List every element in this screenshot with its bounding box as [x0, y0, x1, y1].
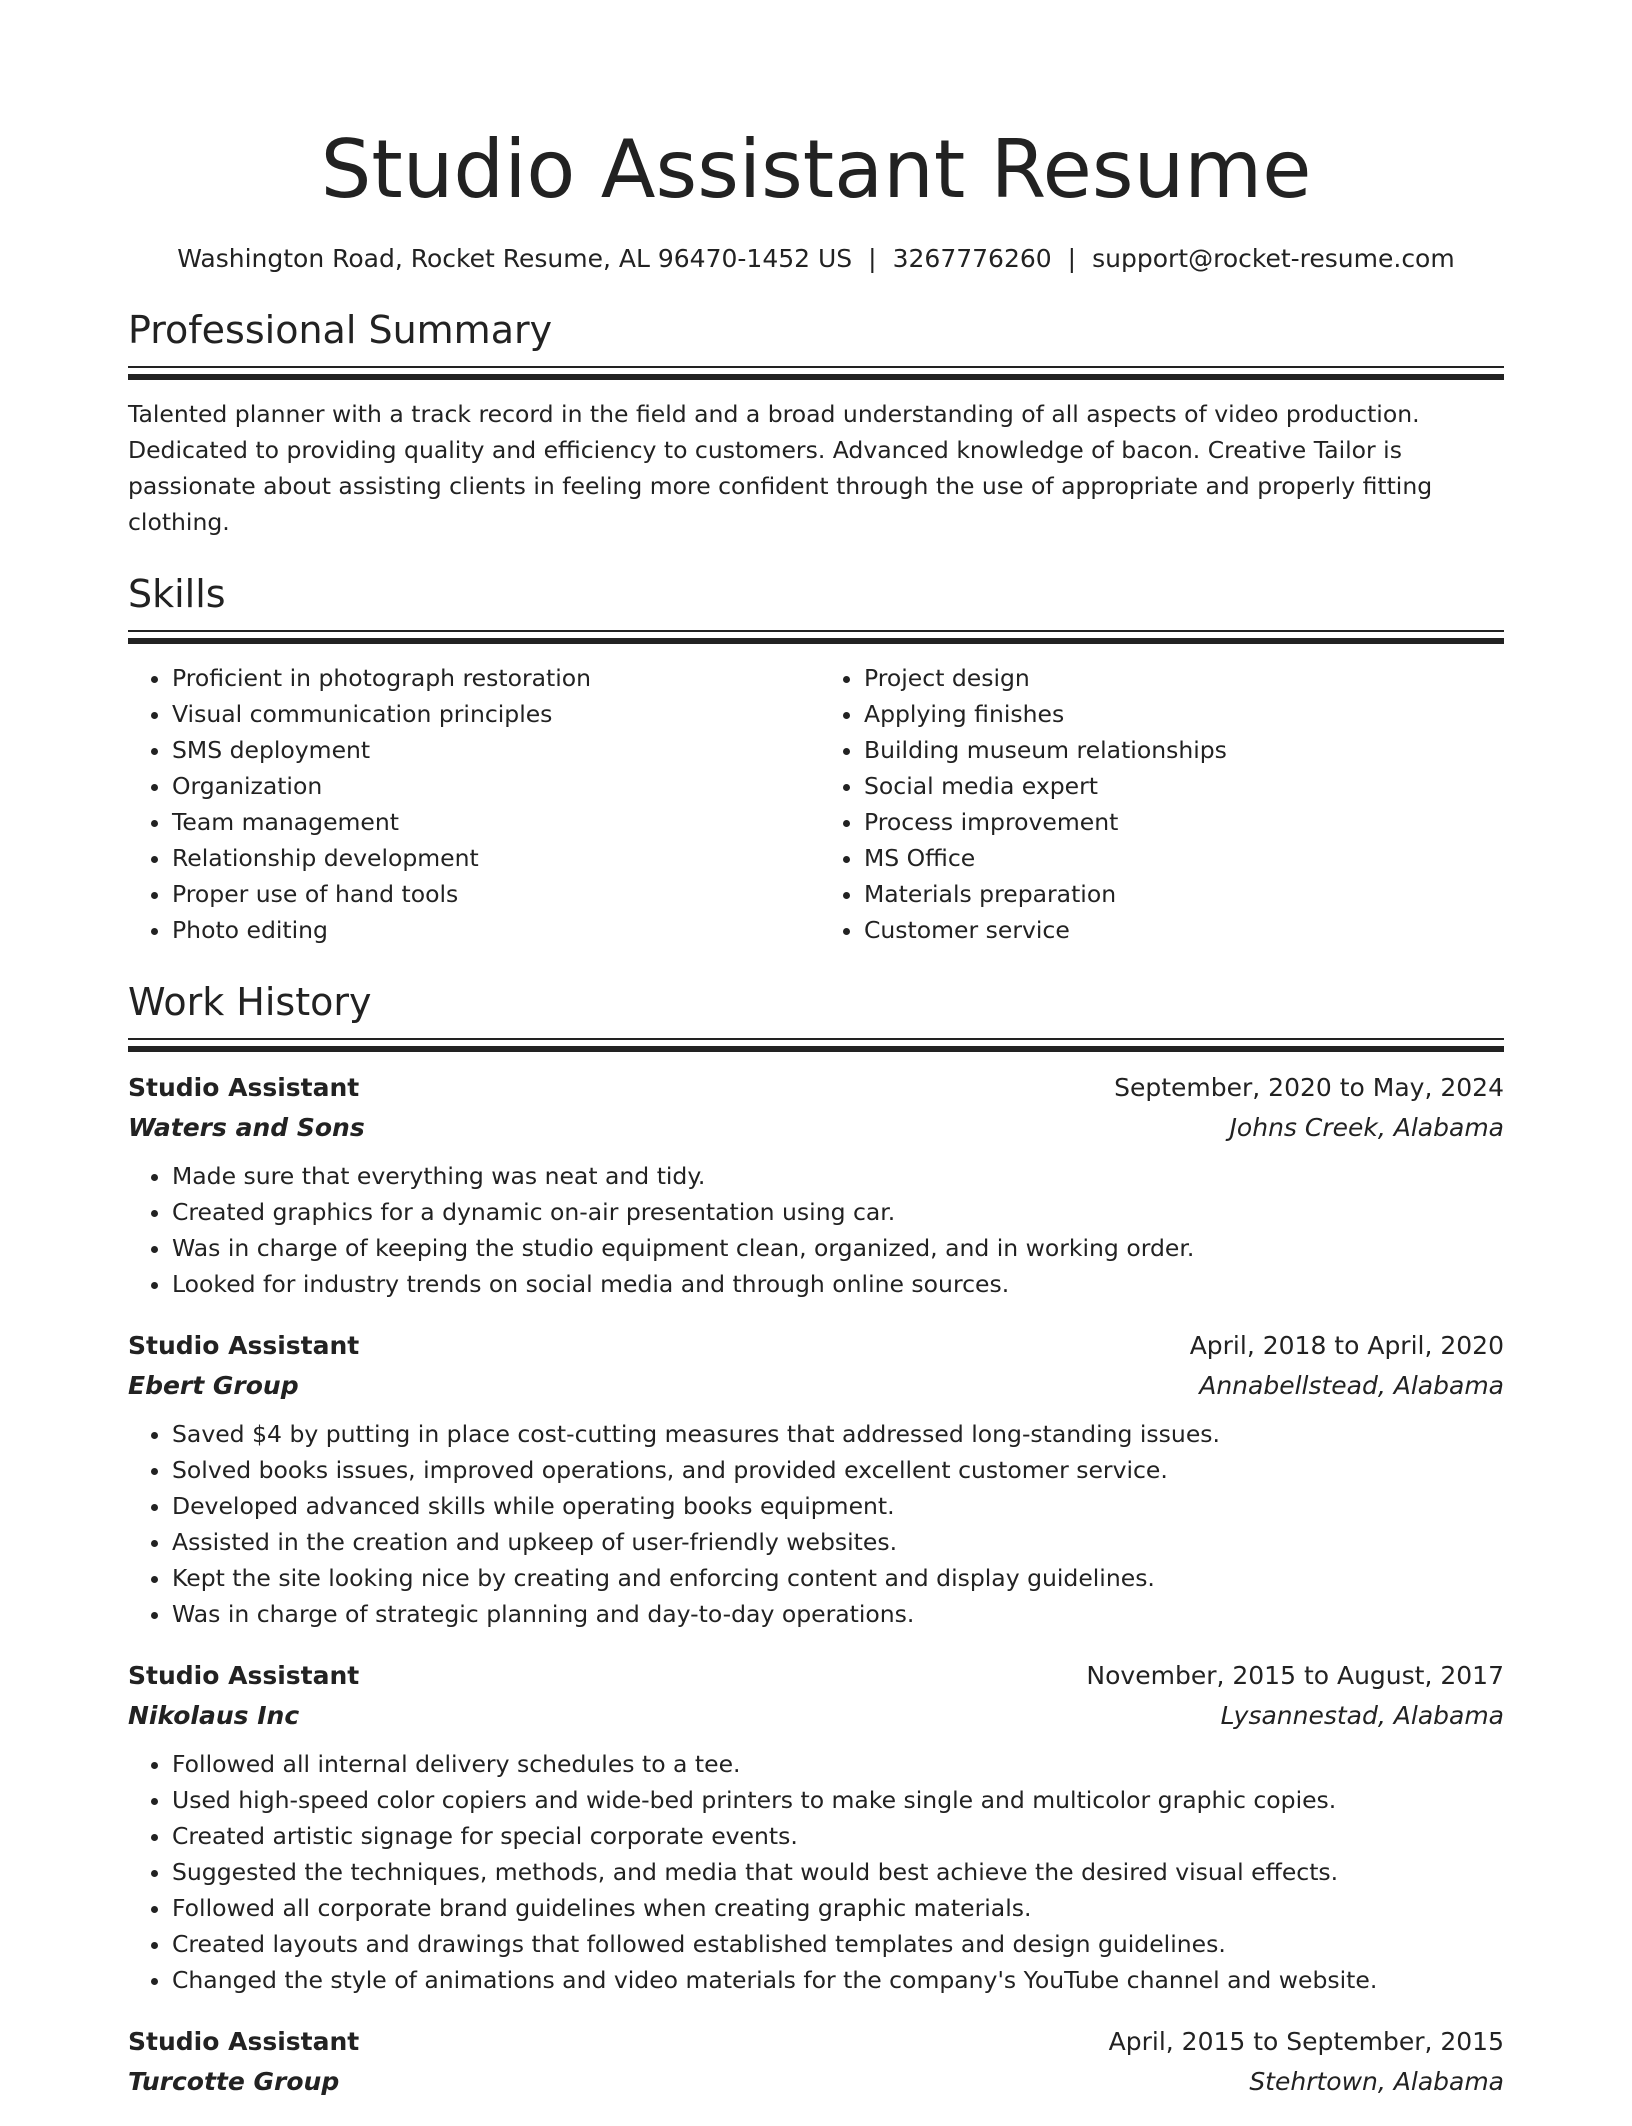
skill-item: • Proficient in photograph restoration: [172, 660, 816, 696]
job-bullets: [128, 1158, 1504, 1302]
job-dates: April, 2015 to September, 2015: [1108, 2027, 1504, 2056]
job-dates: April, 2018 to April, 2020: [1189, 1331, 1504, 1360]
summary-heading: Professional Summary: [128, 308, 553, 352]
summary-section: [128, 306, 1504, 540]
skill-item: • MS Office: [864, 840, 1504, 876]
job-entry: [128, 1068, 1504, 1302]
skills-heading: Skills: [128, 572, 226, 616]
contact-phone: 3267776260: [892, 244, 1052, 273]
job-company: Ebert Group: [128, 1371, 299, 1400]
job-bullet: • Followed all internal delivery schedules to a tee.: [172, 1746, 1504, 1782]
skill-item: • Social media expert: [864, 768, 1504, 804]
job-header: [128, 2022, 1504, 2062]
job-subheader: [128, 1108, 1504, 1148]
summary-text: Talented planner with a track record in the field and a broad understanding of all aspects of video production. Dedicated to providing quality and efficiency to customers. Advanced knowledge of bacon. Creative Tailor is passionate about assisting clients in feeling more confident through the use of appropriate and properly fitting clothing.: [128, 400, 1433, 536]
job-bullet: • Created layouts and drawings that followed established templates and design guidelines.: [172, 1926, 1504, 1962]
job-bullet: • Used high-speed color copiers and wide-bed printers to make single and multicolor graphic copies.: [172, 1782, 1504, 1818]
job-title: Studio Assistant: [128, 1331, 360, 1360]
job-entry: [128, 1326, 1504, 1632]
resume-content: [128, 120, 1504, 2126]
job-header: [128, 1068, 1504, 1108]
skill-item: • Process improvement: [864, 804, 1504, 840]
skill-item: • Team management: [172, 804, 816, 840]
job-bullet: • Developed advanced skills while operating books equipment.: [172, 1488, 1504, 1524]
job-bullets: [128, 1416, 1504, 1632]
job-title: Studio Assistant: [128, 2027, 360, 2056]
job-entry: [128, 1656, 1504, 1998]
skill-item: • Project design: [864, 660, 1504, 696]
skills-list-left: [128, 660, 816, 948]
skill-item: • Materials preparation: [864, 876, 1504, 912]
job-header: [128, 1326, 1504, 1366]
job-location: Johns Creek, Alabama: [1229, 1113, 1504, 1142]
skill-item: • Organization: [172, 768, 816, 804]
skills-section: [128, 570, 1504, 948]
job-header: [128, 1656, 1504, 1696]
skill-item: • Proper use of hand tools: [172, 876, 816, 912]
contact-address: Washington Road, Rocket Resume, AL 96470-1452 US: [177, 244, 853, 273]
job-location: Stehrtown, Alabama: [1249, 2067, 1504, 2096]
job-dates: September, 2020 to May, 2024: [1114, 1073, 1504, 1102]
job-bullets: [128, 1746, 1504, 1998]
job-location: Lysannestad, Alabama: [1220, 1701, 1504, 1730]
job-bullet: • Followed all corporate brand guidelines when creating graphic materials.: [172, 1890, 1504, 1926]
job-bullet: • Made sure that everything was neat and tidy.: [172, 1158, 1504, 1194]
section-divider: [128, 1038, 1504, 1052]
job-subheader: [128, 1366, 1504, 1406]
job-bullet: • Changed the style of animations and video materials for the company's YouTube channel and website.: [172, 1962, 1504, 1998]
job-bullet: • Was in charge of strategic planning and day-to-day operations.: [172, 1596, 1504, 1632]
job-bullet: • Was in charge of keeping the studio equipment clean, organized, and in working order.: [172, 1230, 1504, 1266]
job-bullet: • Saved $4 by putting in place cost-cutting measures that addressed long-standing issues.: [172, 1416, 1504, 1452]
skills-columns: [128, 660, 1504, 948]
job-title: Studio Assistant: [128, 1073, 360, 1102]
contact-separator: |: [868, 244, 877, 273]
job-bullet: • Solved books issues, improved operations, and provided excellent customer service.: [172, 1452, 1504, 1488]
skill-item: • Visual communication principles: [172, 696, 816, 732]
job-company: Turcotte Group: [128, 2067, 340, 2096]
skill-item: • Applying finishes: [864, 696, 1504, 732]
skills-list-right: [816, 660, 1504, 948]
skill-item: • SMS deployment: [172, 732, 816, 768]
job-bullet: • Kept the site looking nice by creating and enforcing content and display guidelines.: [172, 1560, 1504, 1596]
section-divider: [128, 630, 1504, 644]
job-bullet: • Created graphics for a dynamic on-air presentation using car.: [172, 1194, 1504, 1230]
job-company: Nikolaus Inc: [128, 1701, 300, 1730]
work-history-heading: Work History: [128, 980, 372, 1024]
job-bullet: • Created artistic signage for special corporate events.: [172, 1818, 1504, 1854]
section-divider: [128, 366, 1504, 380]
resume-title: Studio Assistant Resume: [320, 123, 1312, 216]
skill-item: • Relationship development: [172, 840, 816, 876]
job-dates: November, 2015 to August, 2017: [1086, 1661, 1504, 1690]
job-title: Studio Assistant: [128, 1661, 360, 1690]
job-location: Annabellstead, Alabama: [1199, 1371, 1504, 1400]
work-history-section: [128, 978, 1504, 2102]
contact-email[interactable]: support@rocket-resume.com: [1092, 244, 1455, 273]
contact-line: [128, 242, 1504, 276]
skill-item: • Photo editing: [172, 912, 816, 948]
job-company: Waters and Sons: [128, 1113, 365, 1142]
job-bullet: • Assisted in the creation and upkeep of user-friendly websites.: [172, 1524, 1504, 1560]
skill-item: • Customer service: [864, 912, 1504, 948]
contact-separator: |: [1067, 244, 1077, 273]
skill-item: • Building museum relationships: [864, 732, 1504, 768]
job-subheader: [128, 2062, 1504, 2102]
job-bullet: • Suggested the techniques, methods, and media that would best achieve the desired visual effects.: [172, 1854, 1504, 1890]
job-bullet: • Looked for industry trends on social media and through online sources.: [172, 1266, 1504, 1302]
job-entry: [128, 2022, 1504, 2102]
job-subheader: [128, 1696, 1504, 1736]
